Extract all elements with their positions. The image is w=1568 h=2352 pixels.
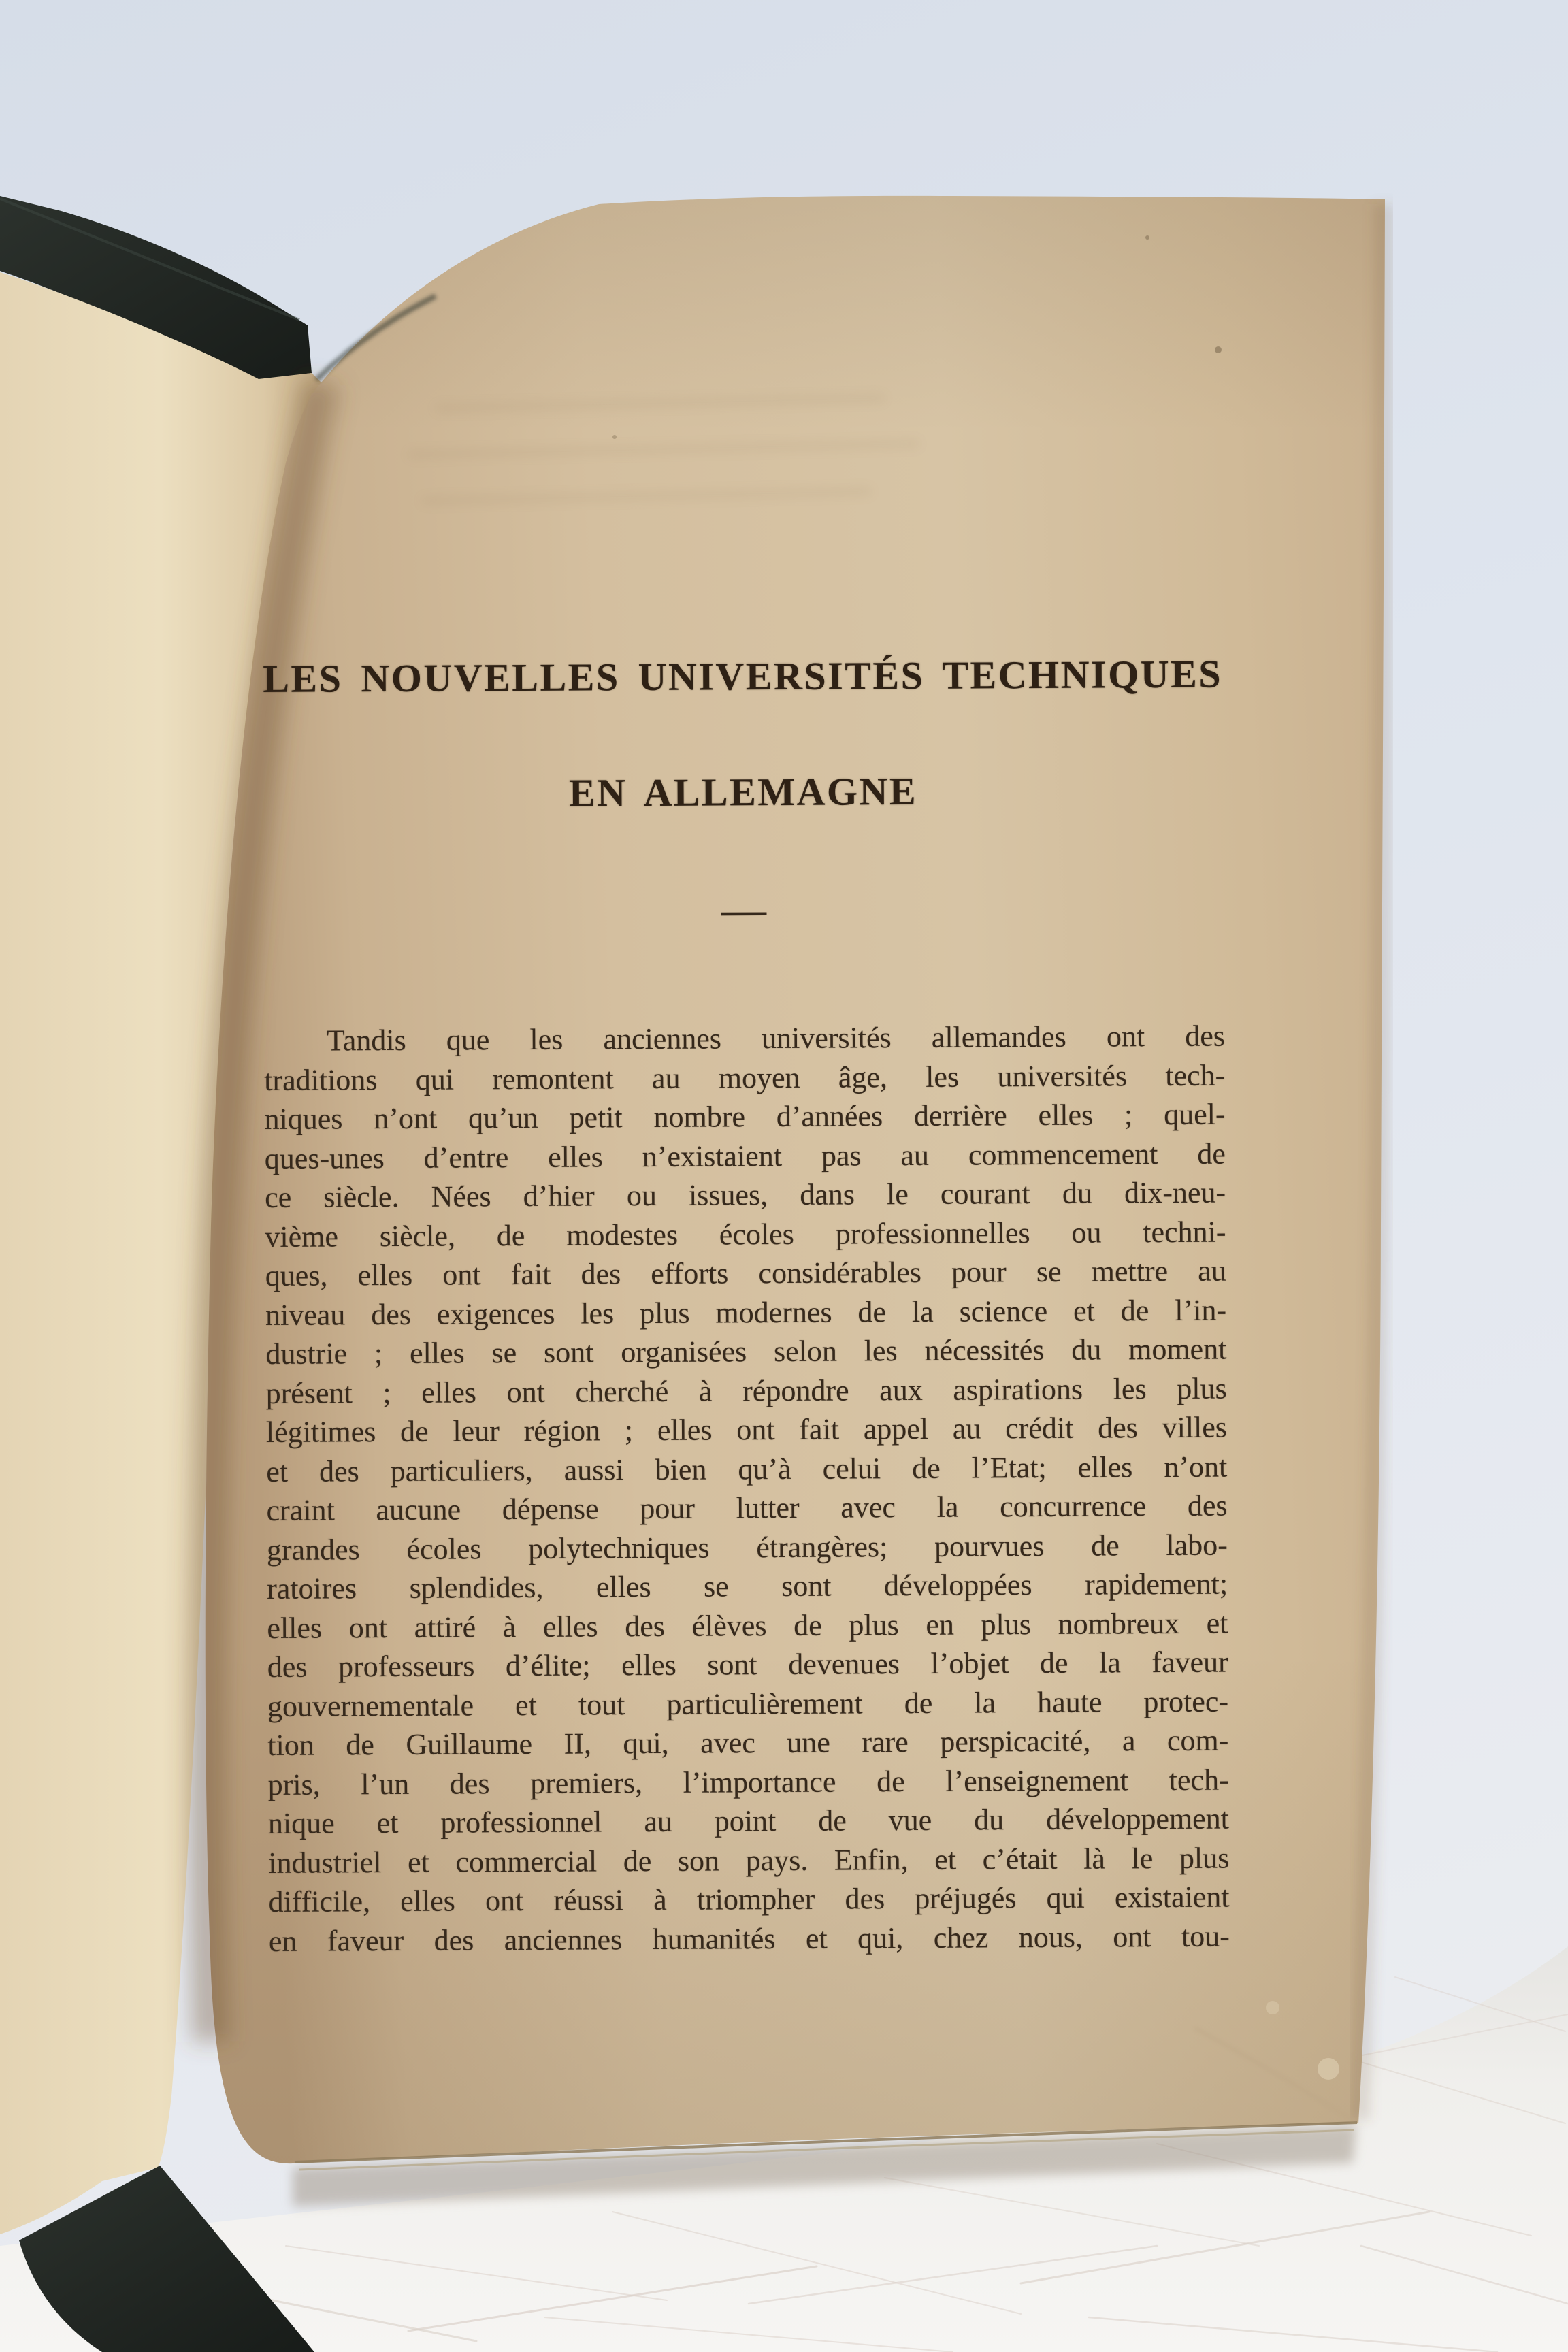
- page-title-line-1: LES NOUVELLES UNIVERSITÉS TECHNIQUES: [263, 651, 1223, 701]
- paragraph-line: présent ; elles ont cherché à répondre aux aspirations les plus: [265, 1371, 1227, 1410]
- paragraph-line: difficile, elles ont réussi à triompher des préjugés qui existaient: [268, 1880, 1230, 1918]
- paragraph: [264, 1017, 1230, 1961]
- paragraph-line: des professeurs d’élite; elles sont devenues l’objet de la faveur: [267, 1645, 1228, 1684]
- paragraph-line: tion de Guillaume II, qui, avec une rare perspicacité, a com-: [267, 1723, 1229, 1762]
- paragraph-line: ques, elles ont fait des efforts considérables pour se mettre au: [265, 1254, 1226, 1292]
- paragraph-line: ratoires splendides, elles se sont développées rapidement;: [267, 1567, 1228, 1605]
- paragraph-line: pris, l’un des premiers, l’importance de l’enseignement tech-: [267, 1763, 1229, 1801]
- paragraph-line: Tandis que les anciennes universités allemandes ont des: [326, 1019, 1226, 1058]
- page-title-line-2: EN ALLEMAGNE: [568, 768, 918, 815]
- paragraph-line: ce siècle. Nées d’hier ou issues, dans le courant du dix-neu-: [265, 1175, 1226, 1214]
- paragraph-line: craint aucune dépense pour lutter avec la concurrence des: [266, 1488, 1228, 1527]
- printed-page-text: [262, 652, 1230, 1961]
- paragraph-line: en faveur des anciennes humanités et qui, chez nous, ont tou-: [268, 1919, 1230, 1958]
- paragraph-line: niveau des exigences les plus modernes de la science et de l’in-: [265, 1293, 1227, 1332]
- paragraph-line: légitimes de leur région ; elles ont fait appel au crédit des villes: [265, 1410, 1228, 1449]
- paragraph-line: industriel et commercial de son pays. Enfin, et c’était là le plus: [268, 1841, 1230, 1880]
- paragraph-line: grandes écoles polytechniques étrangères; pourvues de labo-: [266, 1528, 1228, 1567]
- paragraph-line: dustrie ; elles se sont organisées selon les nécessités du moment: [265, 1332, 1227, 1371]
- paragraph-line: traditions qui remontent au moyen âge, les universités tech-: [264, 1058, 1226, 1097]
- title-separator-dash: —: [721, 885, 767, 935]
- paragraph-line: vième siècle, de modestes écoles professionnelles ou techni-: [265, 1215, 1226, 1254]
- paragraph-line: ques-unes d’entre elles n’existaient pas au commencement de: [264, 1137, 1226, 1175]
- paragraph-line: gouvernementale et tout particulièrement de la haute protec-: [267, 1684, 1229, 1723]
- paragraph-line: niques n’ont qu’un petit nombre d’années derrière elles ; quel-: [264, 1097, 1226, 1136]
- paragraph-line: nique et professionnel au point de vue du développement: [267, 1801, 1230, 1840]
- paragraph-line: elles ont attiré à elles des élèves de plus en plus nombreux et: [267, 1606, 1228, 1645]
- paragraph-line: et des particuliers, aussi bien qu’à celui de l’Etat; elles n’ont: [266, 1450, 1228, 1488]
